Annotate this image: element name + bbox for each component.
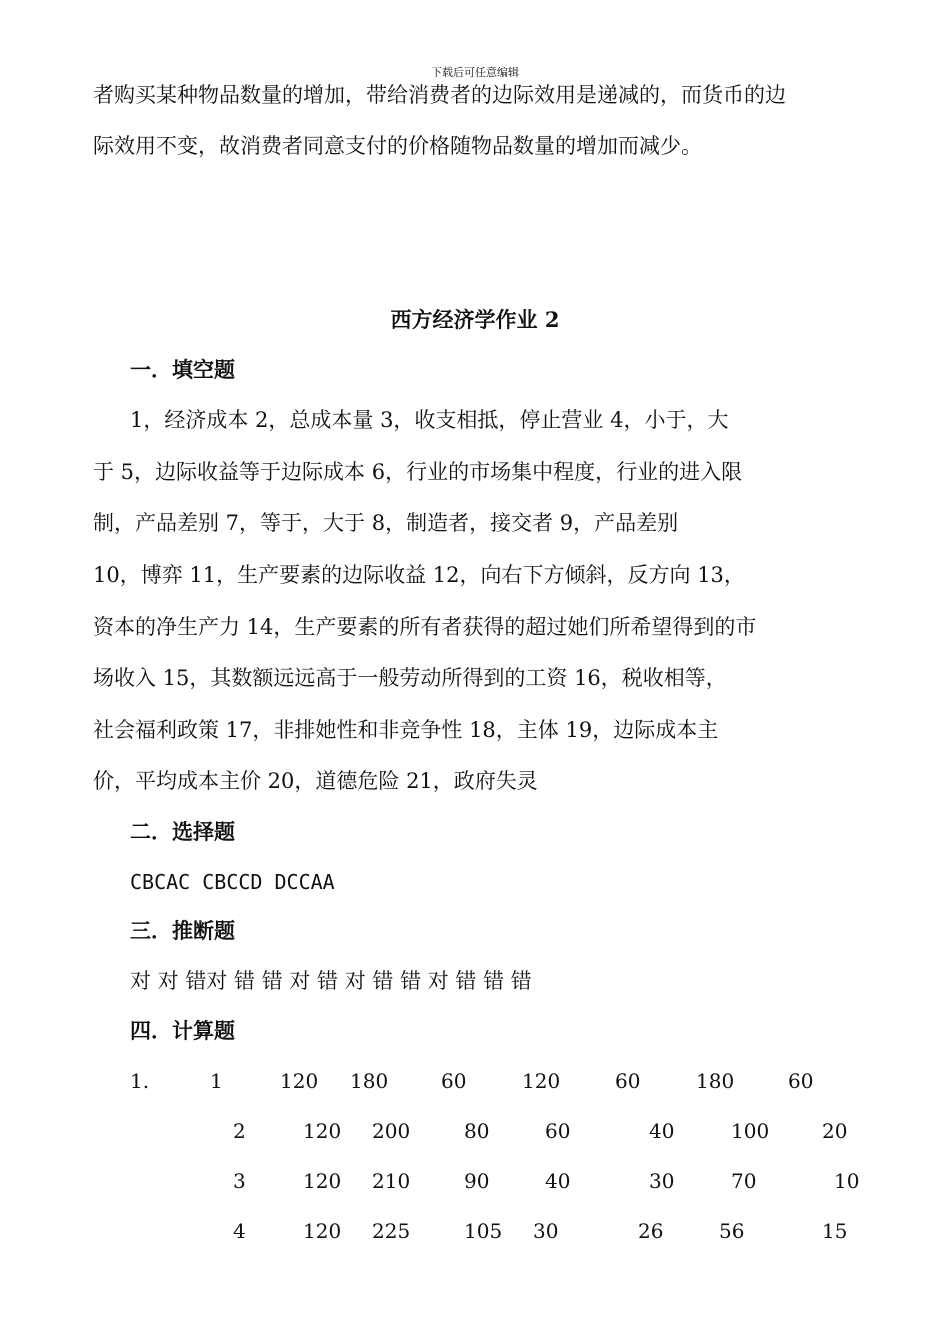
table-cell: 120 xyxy=(303,1219,342,1243)
section-heading-choice: 二．选择题 xyxy=(130,819,235,844)
table-cell: 30 xyxy=(533,1219,559,1243)
judgement-answers: 对 对 错对 错 错 对 错 对 错 错 对 错 错 错 xyxy=(130,969,532,993)
table-cell: 40 xyxy=(649,1119,675,1143)
table-cell: 3 xyxy=(233,1169,246,1193)
table-cell: 1 xyxy=(210,1069,223,1093)
fill-blank-line: 资本的净生产力 14，生产要素的所有者获得的超过她们所希望得到的市 xyxy=(93,615,757,639)
section-heading-fill-blank: 一．填空题 xyxy=(130,357,235,382)
fill-blank-line: 1，经济成本 2，总成本量 3，收支相抵，停止营业 4，小于，大 xyxy=(130,408,729,432)
table-cell: 180 xyxy=(696,1069,735,1093)
table-cell: 120 xyxy=(303,1169,342,1193)
table-cell: 60 xyxy=(615,1069,641,1093)
table-cell: 60 xyxy=(545,1119,571,1143)
table-cell: 105 xyxy=(464,1219,503,1243)
choice-answers: CBCAC CBCCD DCCAA xyxy=(130,870,335,894)
fill-blank-line: 10，博弈 11，生产要素的边际收益 12，向右下方倾斜，反方向 13， xyxy=(93,563,745,587)
table-cell: 30 xyxy=(649,1169,675,1193)
table-cell: 60 xyxy=(788,1069,814,1093)
table-cell: 180 xyxy=(350,1069,389,1093)
table-cell: 4 xyxy=(233,1219,246,1243)
table-cell: 210 xyxy=(372,1169,411,1193)
table-cell: 90 xyxy=(464,1169,490,1193)
table-cell: 200 xyxy=(372,1119,411,1143)
table-cell: 56 xyxy=(719,1219,745,1243)
table-cell: 20 xyxy=(822,1119,848,1143)
question-number: 1. xyxy=(130,1069,150,1093)
table-cell: 70 xyxy=(731,1169,757,1193)
fill-blank-line: 价，平均成本主价 20，道德危险 21，政府失灵 xyxy=(93,769,538,793)
intro-line-2: 际效用不变，故消费者同意支付的价格随物品数量的增加而减少。 xyxy=(93,134,702,158)
table-cell: 120 xyxy=(522,1069,561,1093)
section-heading-calculation: 四．计算题 xyxy=(130,1018,235,1043)
table-cell: 60 xyxy=(441,1069,467,1093)
page-header-note: 下载后可任意编辑 xyxy=(431,66,519,79)
fill-blank-line: 社会福利政策 17，非排她性和非竞争性 18，主体 19，边际成本主 xyxy=(93,718,719,742)
table-cell: 120 xyxy=(303,1119,342,1143)
table-cell: 2 xyxy=(233,1119,246,1143)
table-cell: 10 xyxy=(834,1169,860,1193)
document-title: 西方经济学作业 2 xyxy=(390,307,560,332)
fill-blank-line: 于 5，边际收益等于边际成本 6，行业的市场集中程度，行业的进入限 xyxy=(93,460,743,484)
section-heading-judgement: 三．推断题 xyxy=(130,918,235,943)
table-cell: 80 xyxy=(464,1119,490,1143)
table-cell: 225 xyxy=(372,1219,411,1243)
table-cell: 26 xyxy=(638,1219,664,1243)
fill-blank-line: 制，产品差别 7，等于，大于 8，制造者，接交者 9，产品差别 xyxy=(93,511,679,535)
table-cell: 100 xyxy=(731,1119,770,1143)
fill-blank-line: 场收入 15，其数额远远高于一般劳动所得到的工资 16，税收相等， xyxy=(93,666,727,690)
table-cell: 120 xyxy=(280,1069,319,1093)
table-cell: 15 xyxy=(822,1219,848,1243)
table-cell: 40 xyxy=(545,1169,571,1193)
intro-line-1: 者购买某种物品数量的增加，带给消费者的边际效用是递减的，而货币的边 xyxy=(93,83,786,107)
